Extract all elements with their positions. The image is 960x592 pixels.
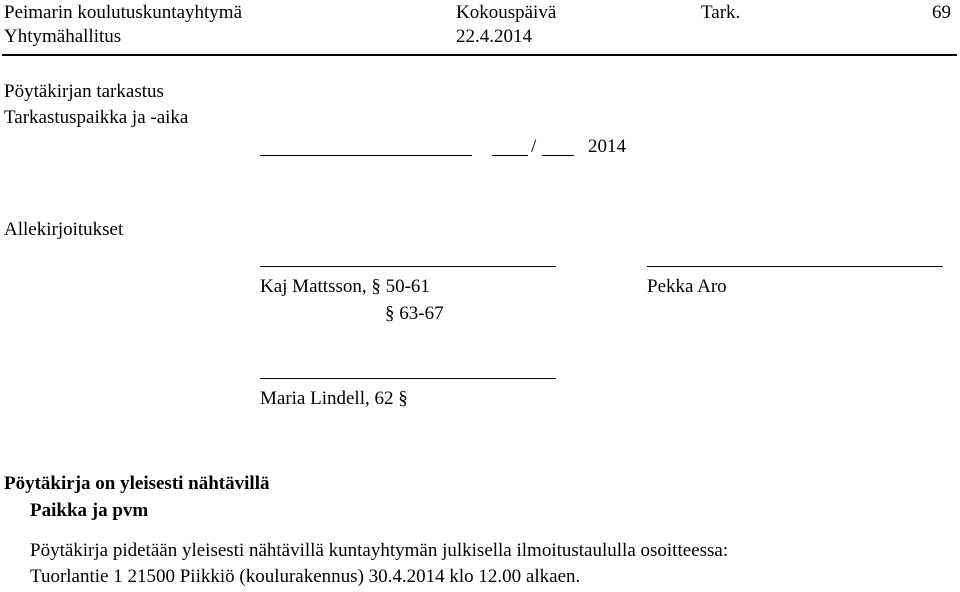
signer-name: Kaj Mattsson, § 50-61 [260, 276, 430, 297]
signatures-title: Allekirjoitukset [4, 219, 124, 240]
notice-text-line: Pöytäkirja pidetään yleisesti nähtävillä kuntayhtymän julkisella ilmoitustaululla osoitteessa: [30, 540, 729, 561]
review-title: Pöytäkirjan tarkastus [4, 81, 164, 102]
review-month-line [542, 155, 574, 156]
review-date-separator: / [531, 136, 537, 157]
signature-line [260, 266, 556, 267]
notice-text-line: Tuorlantie 1 21500 Piikkiö (koulurakennus) 30.4.2014 klo 12.00 alkaen. [30, 566, 581, 587]
signer-extra-sections: § 63-67 [385, 303, 444, 324]
header-check-label: Tark. [701, 2, 741, 23]
review-year: 2014 [588, 136, 626, 157]
header-body: Yhtymähallitus [4, 26, 122, 47]
signer-name: Pekka Aro [647, 276, 727, 297]
header-meeting-type: Kokouspäivä [456, 2, 557, 23]
review-day-line [492, 155, 528, 156]
header-page-number: 69 [932, 2, 951, 23]
signer-name: Maria Lindell, 62 § [260, 388, 408, 409]
review-place-line [260, 155, 472, 156]
header-organization: Peimarin koulutuskuntayhtymä [4, 2, 243, 23]
header-divider [2, 54, 957, 56]
notice-subtitle: Paikka ja pvm [30, 500, 149, 521]
review-place-time-label: Tarkastuspaikka ja -aika [4, 107, 189, 128]
notice-title: Pöytäkirja on yleisesti nähtävillä [4, 473, 270, 494]
signature-line [647, 266, 943, 267]
header-meeting-date: 22.4.2014 [456, 26, 532, 47]
signature-line [260, 378, 556, 379]
